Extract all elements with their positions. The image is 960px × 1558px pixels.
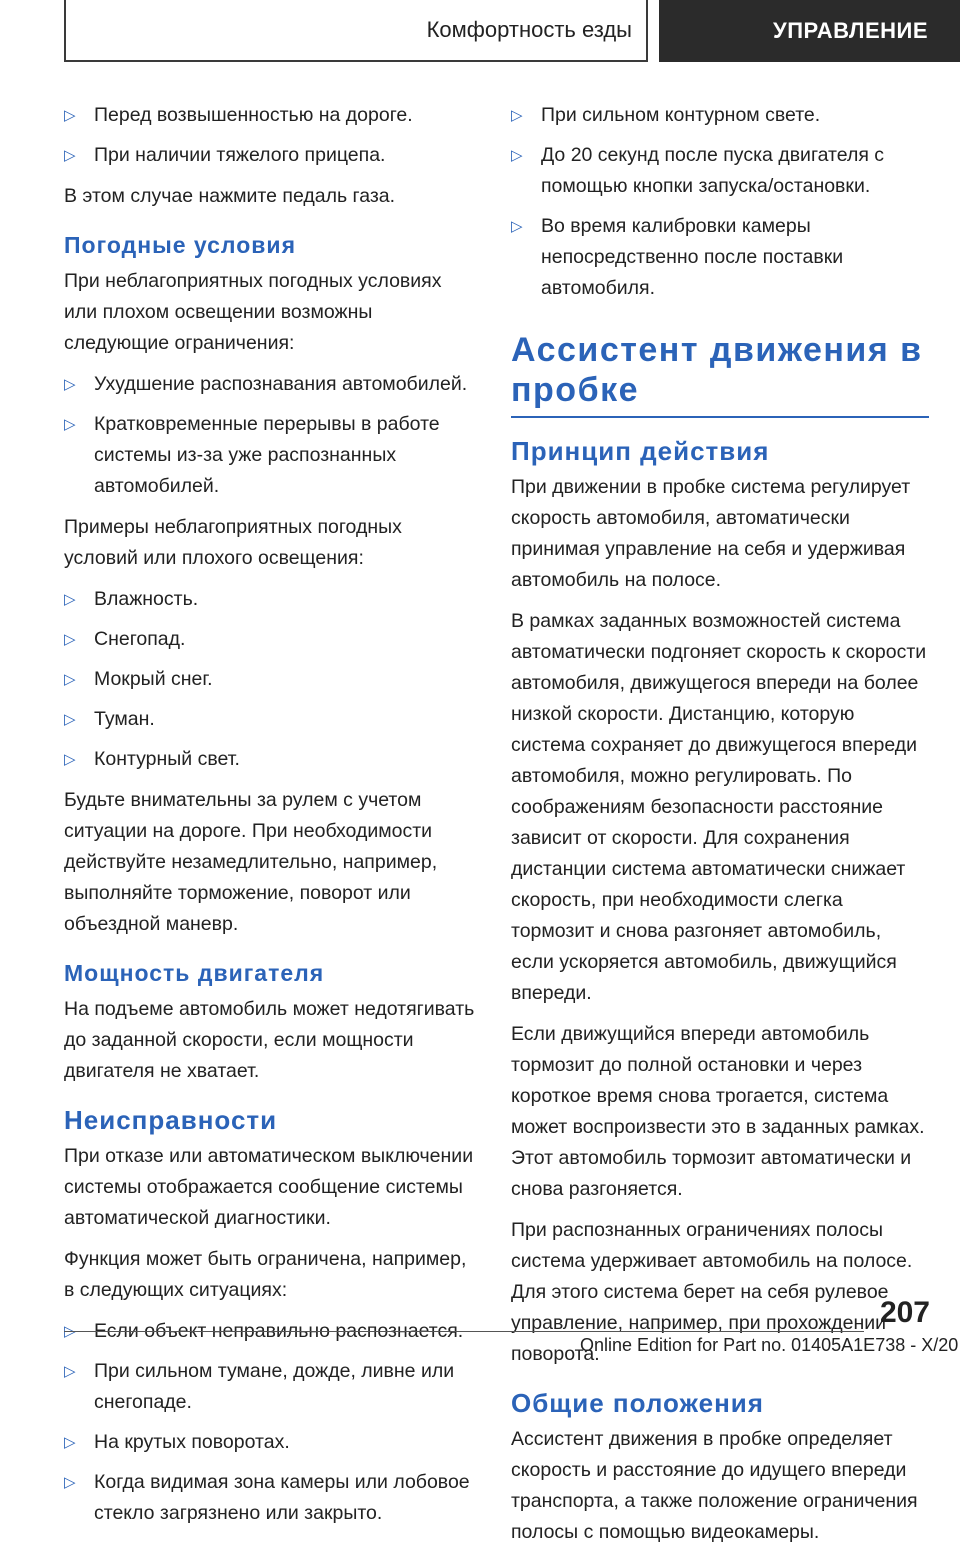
- chapter-tab: [64, 0, 648, 62]
- triangle-bullet-icon: ▷: [64, 711, 76, 728]
- list-item: ▷ Мокрый снег.: [64, 664, 480, 695]
- list-item: ▷ Во время калибровки камеры непосредственно после поставки автомобиля.: [511, 211, 929, 304]
- principle-paragraph: При движении в пробке система регулирует скорость автомобиля, автоматически принимая управление на себя и удерживая автомобиль на полосе.: [511, 476, 911, 591]
- left-column: [64, 100, 480, 1539]
- footer-divider: [64, 1331, 864, 1332]
- triangle-bullet-icon: ▷: [64, 591, 76, 608]
- list-item: ▷ Ухудшение распознавания автомобилей.: [64, 369, 480, 400]
- faults-heading: Неисправности: [64, 1105, 278, 1135]
- chapter-title: Комфортность езды: [426, 17, 632, 42]
- list-item: ▷ Снегопад.: [64, 624, 480, 655]
- list-item: ▷ При сильном контурном свете.: [511, 100, 929, 131]
- triangle-bullet-icon: ▷: [64, 1474, 76, 1491]
- page-number: 207: [879, 1296, 930, 1329]
- list-item: ▷ Если объект неправильно распознается.: [64, 1316, 480, 1347]
- list-item: ▷ Перед возвышенностью на дороге.: [64, 100, 480, 131]
- weather-examples-text: Примеры неблагоприятных погодных условий или плохого освещения:: [64, 516, 402, 569]
- weather-examples-list: [64, 584, 480, 775]
- triangle-bullet-icon: ▷: [64, 416, 76, 433]
- intro-bullet-list: [64, 100, 480, 171]
- list-item: ▷ Контурный свет.: [64, 744, 480, 775]
- principle-paragraph: Если движущийся впереди автомобиль тормозит до полной остановки и через короткое время снова трогается, система может воспроизвести это в заданных рамках. Этот автомобиль тормозит автоматически и снова разгоняется.: [511, 1023, 925, 1200]
- section-main-title: Ассистент движения в пробке: [511, 331, 923, 409]
- engine-text: На подъеме автомобиль может недотягивать до заданной скорости, если мощности двигателя не хватает.: [64, 998, 475, 1082]
- list-item: ▷ На крутых поворотах.: [64, 1427, 480, 1458]
- triangle-bullet-icon: ▷: [64, 631, 76, 648]
- list-item: ▷ До 20 секунд после пуска двигателя с помощью кнопки запуска/остановки.: [511, 140, 929, 202]
- section-title: УПРАВЛЕНИЕ: [773, 18, 928, 43]
- faults-text-2: Функция может быть ограничена, например, в следующих ситуациях:: [64, 1248, 467, 1301]
- section-tab: [659, 0, 960, 62]
- principle-heading: Принцип действия: [511, 436, 770, 466]
- faults-text-1: При отказе или автоматическом выключении системы отображается сообщение системы автоматической диагностики.: [64, 1145, 474, 1229]
- principle-paragraph: В рамках заданных возможностей система автоматически подгоняет скорость к скорости автомобиля, движущегося впереди на более низкой скорости. Дистанцию, которую система сохраняет до движущегося впереди автомобиля, можно регулировать. По соображениям безопасности расстояние зависит от скорости. Для сохранения дистанции система автоматически снижает скорость, при необходимости слегка тормозит и снова разгоняет автомобиль, если ускоряется автомобиль, движущийся впереди.: [511, 610, 927, 1004]
- triangle-bullet-icon: ▷: [511, 147, 523, 164]
- triangle-bullet-icon: ▷: [64, 376, 76, 393]
- list-item: ▷ Когда видимая зона камеры или лобовое стекло загрязнено или закрыто.: [64, 1467, 480, 1529]
- triangle-bullet-icon: ▷: [511, 107, 523, 124]
- triangle-bullet-icon: ▷: [511, 218, 523, 235]
- triangle-bullet-icon: ▷: [64, 107, 76, 124]
- list-item: ▷ Кратковременные перерывы в работе системы из-за уже распознанных автомобилей.: [64, 409, 480, 502]
- intro-note: В этом случае нажмите педаль газа.: [64, 185, 396, 207]
- list-item: ▷ При сильном тумане, дожде, ливне или снегопаде.: [64, 1356, 480, 1418]
- faults-bullet-list: [64, 1316, 480, 1529]
- weather-text: При неблагоприятных погодных условиях или плохом освещении возможны следующие ограничения:: [64, 270, 442, 354]
- title-divider: [511, 416, 929, 418]
- general-heading: Общие положения: [511, 1388, 764, 1418]
- list-item: ▷ Влажность.: [64, 584, 480, 615]
- engine-heading: Мощность двигателя: [64, 960, 325, 986]
- edition-footer: Online Edition for Part no. 01405A1E738 - X/20: [580, 1335, 959, 1355]
- triangle-bullet-icon: ▷: [64, 1434, 76, 1451]
- list-item: ▷ При наличии тяжелого прицепа.: [64, 140, 480, 171]
- weather-advice: Будьте внимательны за рулем с учетом ситуации на дороге. При необходимости действуйте незамедлительно, например, выполняйте торможение, поворот или объездной маневр.: [64, 789, 438, 935]
- general-text: Ассистент движения в пробке определяет скорость и расстояние до идущего впереди транспорта, а также положение ограничения полосы с помощью видеокамеры.: [511, 1428, 918, 1543]
- weather-heading: Погодные условия: [64, 232, 296, 258]
- conditions-bullet-list: [511, 100, 929, 304]
- triangle-bullet-icon: ▷: [64, 1363, 76, 1380]
- weather-bullet-list: [64, 369, 480, 502]
- principle-paragraph: При распознанных ограничениях полосы система удерживает автомобиль на полосе. Для этого система берет на себя рулевое управление, например, при прохождении поворота.: [511, 1219, 913, 1365]
- list-item: ▷ Туман.: [64, 704, 480, 735]
- triangle-bullet-icon: ▷: [64, 147, 76, 164]
- triangle-bullet-icon: ▷: [64, 1323, 76, 1340]
- triangle-bullet-icon: ▷: [64, 751, 76, 768]
- triangle-bullet-icon: ▷: [64, 671, 76, 688]
